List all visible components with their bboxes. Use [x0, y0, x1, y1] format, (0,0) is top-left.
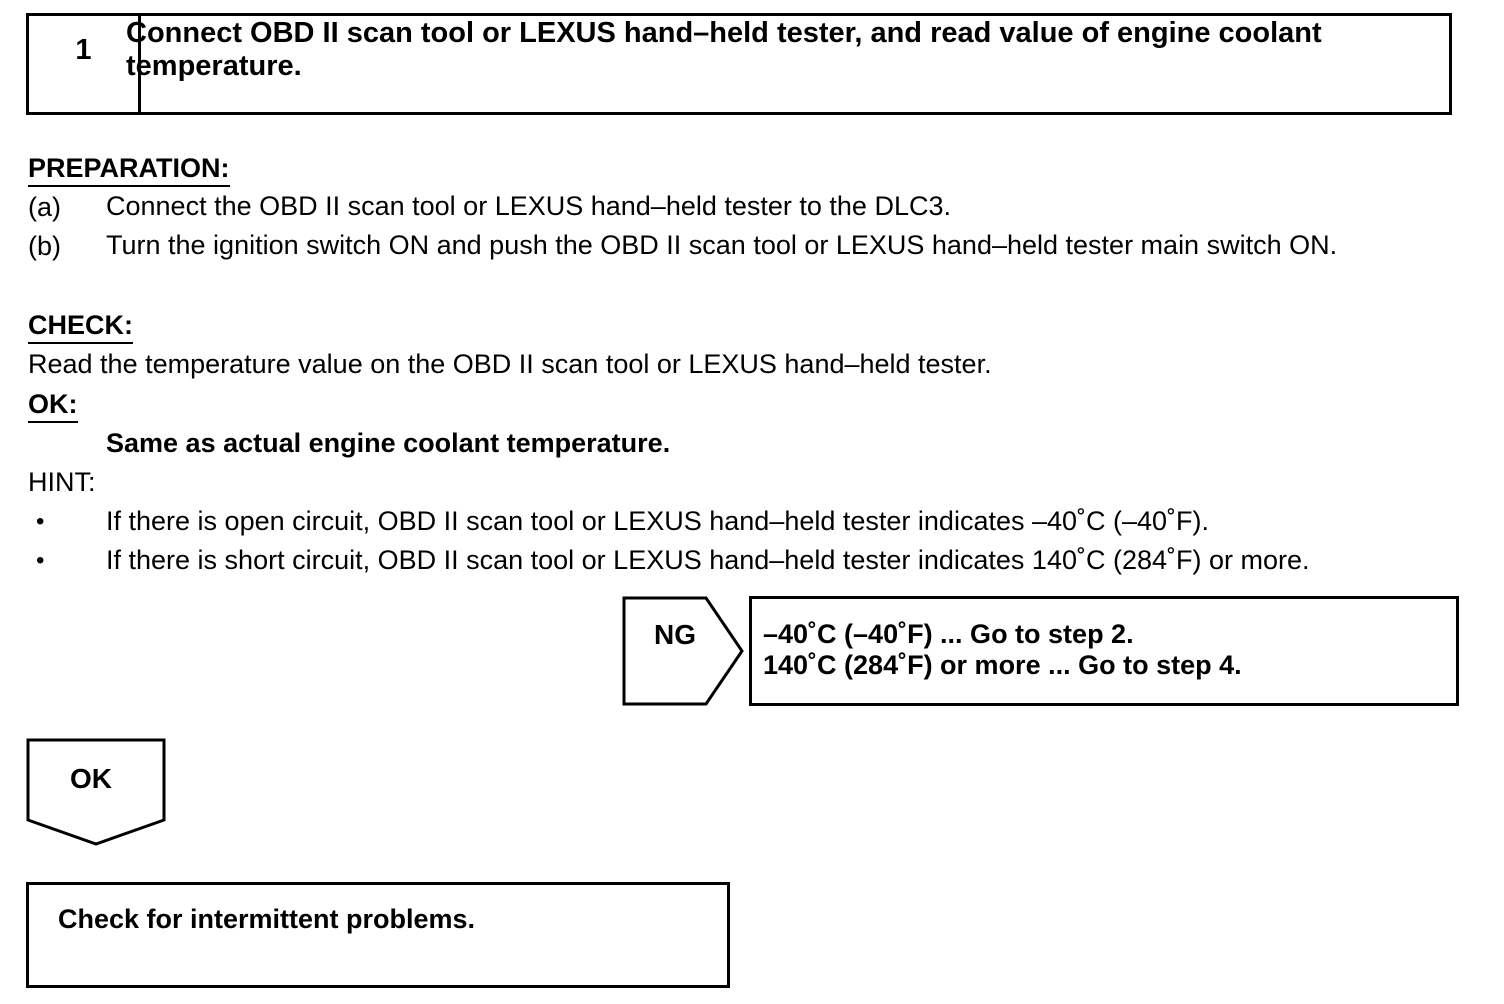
ng-arrow-shape: [622, 596, 746, 706]
result-box: [26, 882, 730, 988]
hint-heading: HINT:: [28, 467, 96, 497]
step-number: 1: [75, 34, 92, 66]
result-text: Check for intermittent problems.: [58, 904, 476, 934]
hint-bullet-2: •: [36, 547, 45, 574]
hint-item-short-circuit: If there is short circuit, OBD II scan tool or LEXUS hand–held tester indicates 140˚C (284˚F) or more.: [106, 545, 1310, 575]
preparation-item-b-marker: (b): [28, 231, 61, 261]
ok-label: OK: [70, 763, 112, 794]
ng-line-open-circuit: –40˚C (–40˚F) ... Go to step 2.: [763, 619, 1134, 649]
ok-heading: OK:: [28, 388, 78, 423]
preparation-item-a-text: Connect the OBD II scan tool or LEXUS hand–held tester to the DLC3.: [106, 191, 951, 221]
step-number-cell: [29, 16, 141, 112]
ok-spec-text: Same as actual engine coolant temperature.: [106, 428, 671, 458]
ng-label: NG: [654, 619, 696, 650]
preparation-heading: PREPARATION:: [28, 152, 230, 187]
check-text: Read the temperature value on the OBD II scan tool or LEXUS hand–held tester.: [28, 349, 992, 379]
preparation-item-b-text: Turn the ignition switch ON and push the OBD II scan tool or LEXUS hand–held tester main switch ON.: [106, 230, 1338, 260]
hint-item-open-circuit: If there is open circuit, OBD II scan tool or LEXUS hand–held tester indicates –40˚C (–40˚F).: [106, 506, 1210, 536]
ng-line-short-circuit: 140˚C (284˚F) or more ... Go to step 4.: [763, 650, 1242, 680]
hint-bullet-1: •: [36, 508, 45, 535]
step-title: Connect OBD II scan tool or LEXUS hand–held tester, and read value of engine coolant temperature.: [126, 17, 1322, 82]
preparation-item-a-marker: (a): [28, 192, 61, 222]
check-heading: CHECK:: [28, 309, 133, 344]
